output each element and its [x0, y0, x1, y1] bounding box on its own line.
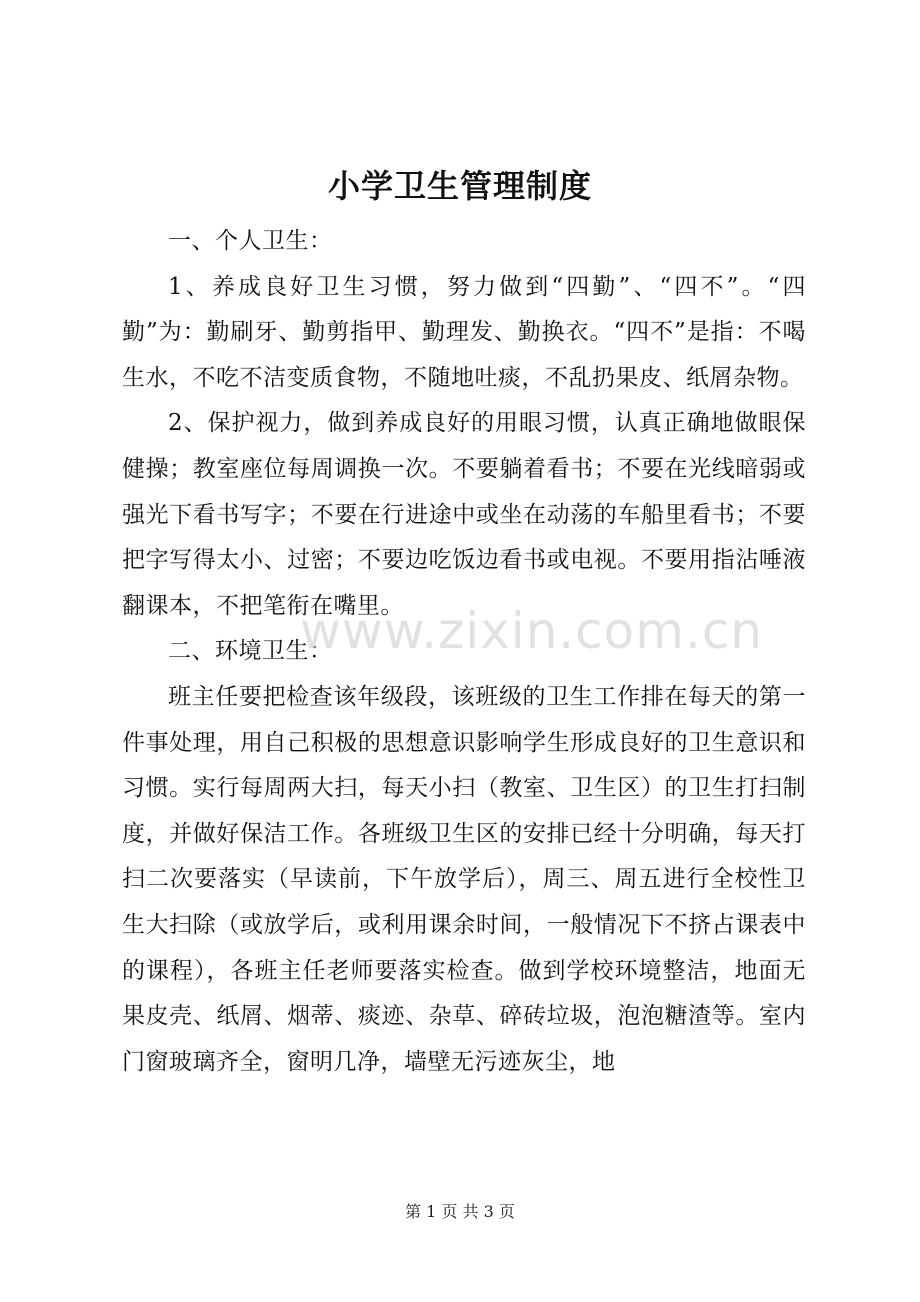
watermark: www.zixin.com.cn [300, 602, 764, 660]
page-footer: 第 1 页 共 3 页 [405, 1202, 515, 1221]
paragraph-hygiene-habits: 1、养成良好卫生习惯，努力做到“四勤”、“四不”。“四勤”为：勤刷牙、勤剪指甲、勤理发、勤换衣。“四不”是指：不喝生水，不吃不洁变质食物，不随地吐痰，不乱扔果皮、纸屑杂物。 [122, 273, 806, 391]
section-heading-personal-hygiene: 一、个人卫生： [168, 228, 333, 254]
document-body [122, 219, 806, 1085]
page-title: 小学卫生管理制度 [327, 167, 592, 205]
paragraph-eyesight-protection: 2、保护视力，做到养成良好的用眼习惯，认真正确地做眼保健操；教室座位每周调换一次。不要躺着看书；不要在光线暗弱或强光下看书写字；不要在行进途中或坐在动荡的车船里看书；不要把字写得太小、过密；不要边吃饭边看书或电视。不要用指沾唾液翻课本，不把笔衔在嘴里。 [122, 410, 806, 619]
section-heading-environment-hygiene: 二、环境卫生： [168, 638, 333, 665]
paragraph-environment-duties: 班主任要把检查该年级段，该班级的卫生工作排在每天的第一件事处理，用自己积极的思想意识影响学生形成良好的卫生意识和习惯。实行每周两大扫，每天小扫（教室、卫生区）的卫生打扫制度，并做好保洁工作。各班级卫生区的安排已经十分明确，每天打扫二次要落实（早读前，下午放学后），周三、周五进行全校性卫生大扫除（或放学后，或利用课余时间，一般情况下不挤占课表中的课程），各班主任老师要落实检查。做到学校环境整洁，地面无果皮壳、纸屑、烟蒂、痰迹、杂草、碎砖垃圾，泡泡糖渣等。室内门窗玻璃齐全，窗明几净，墙壁无污迹灰尘，地 [122, 683, 806, 1075]
